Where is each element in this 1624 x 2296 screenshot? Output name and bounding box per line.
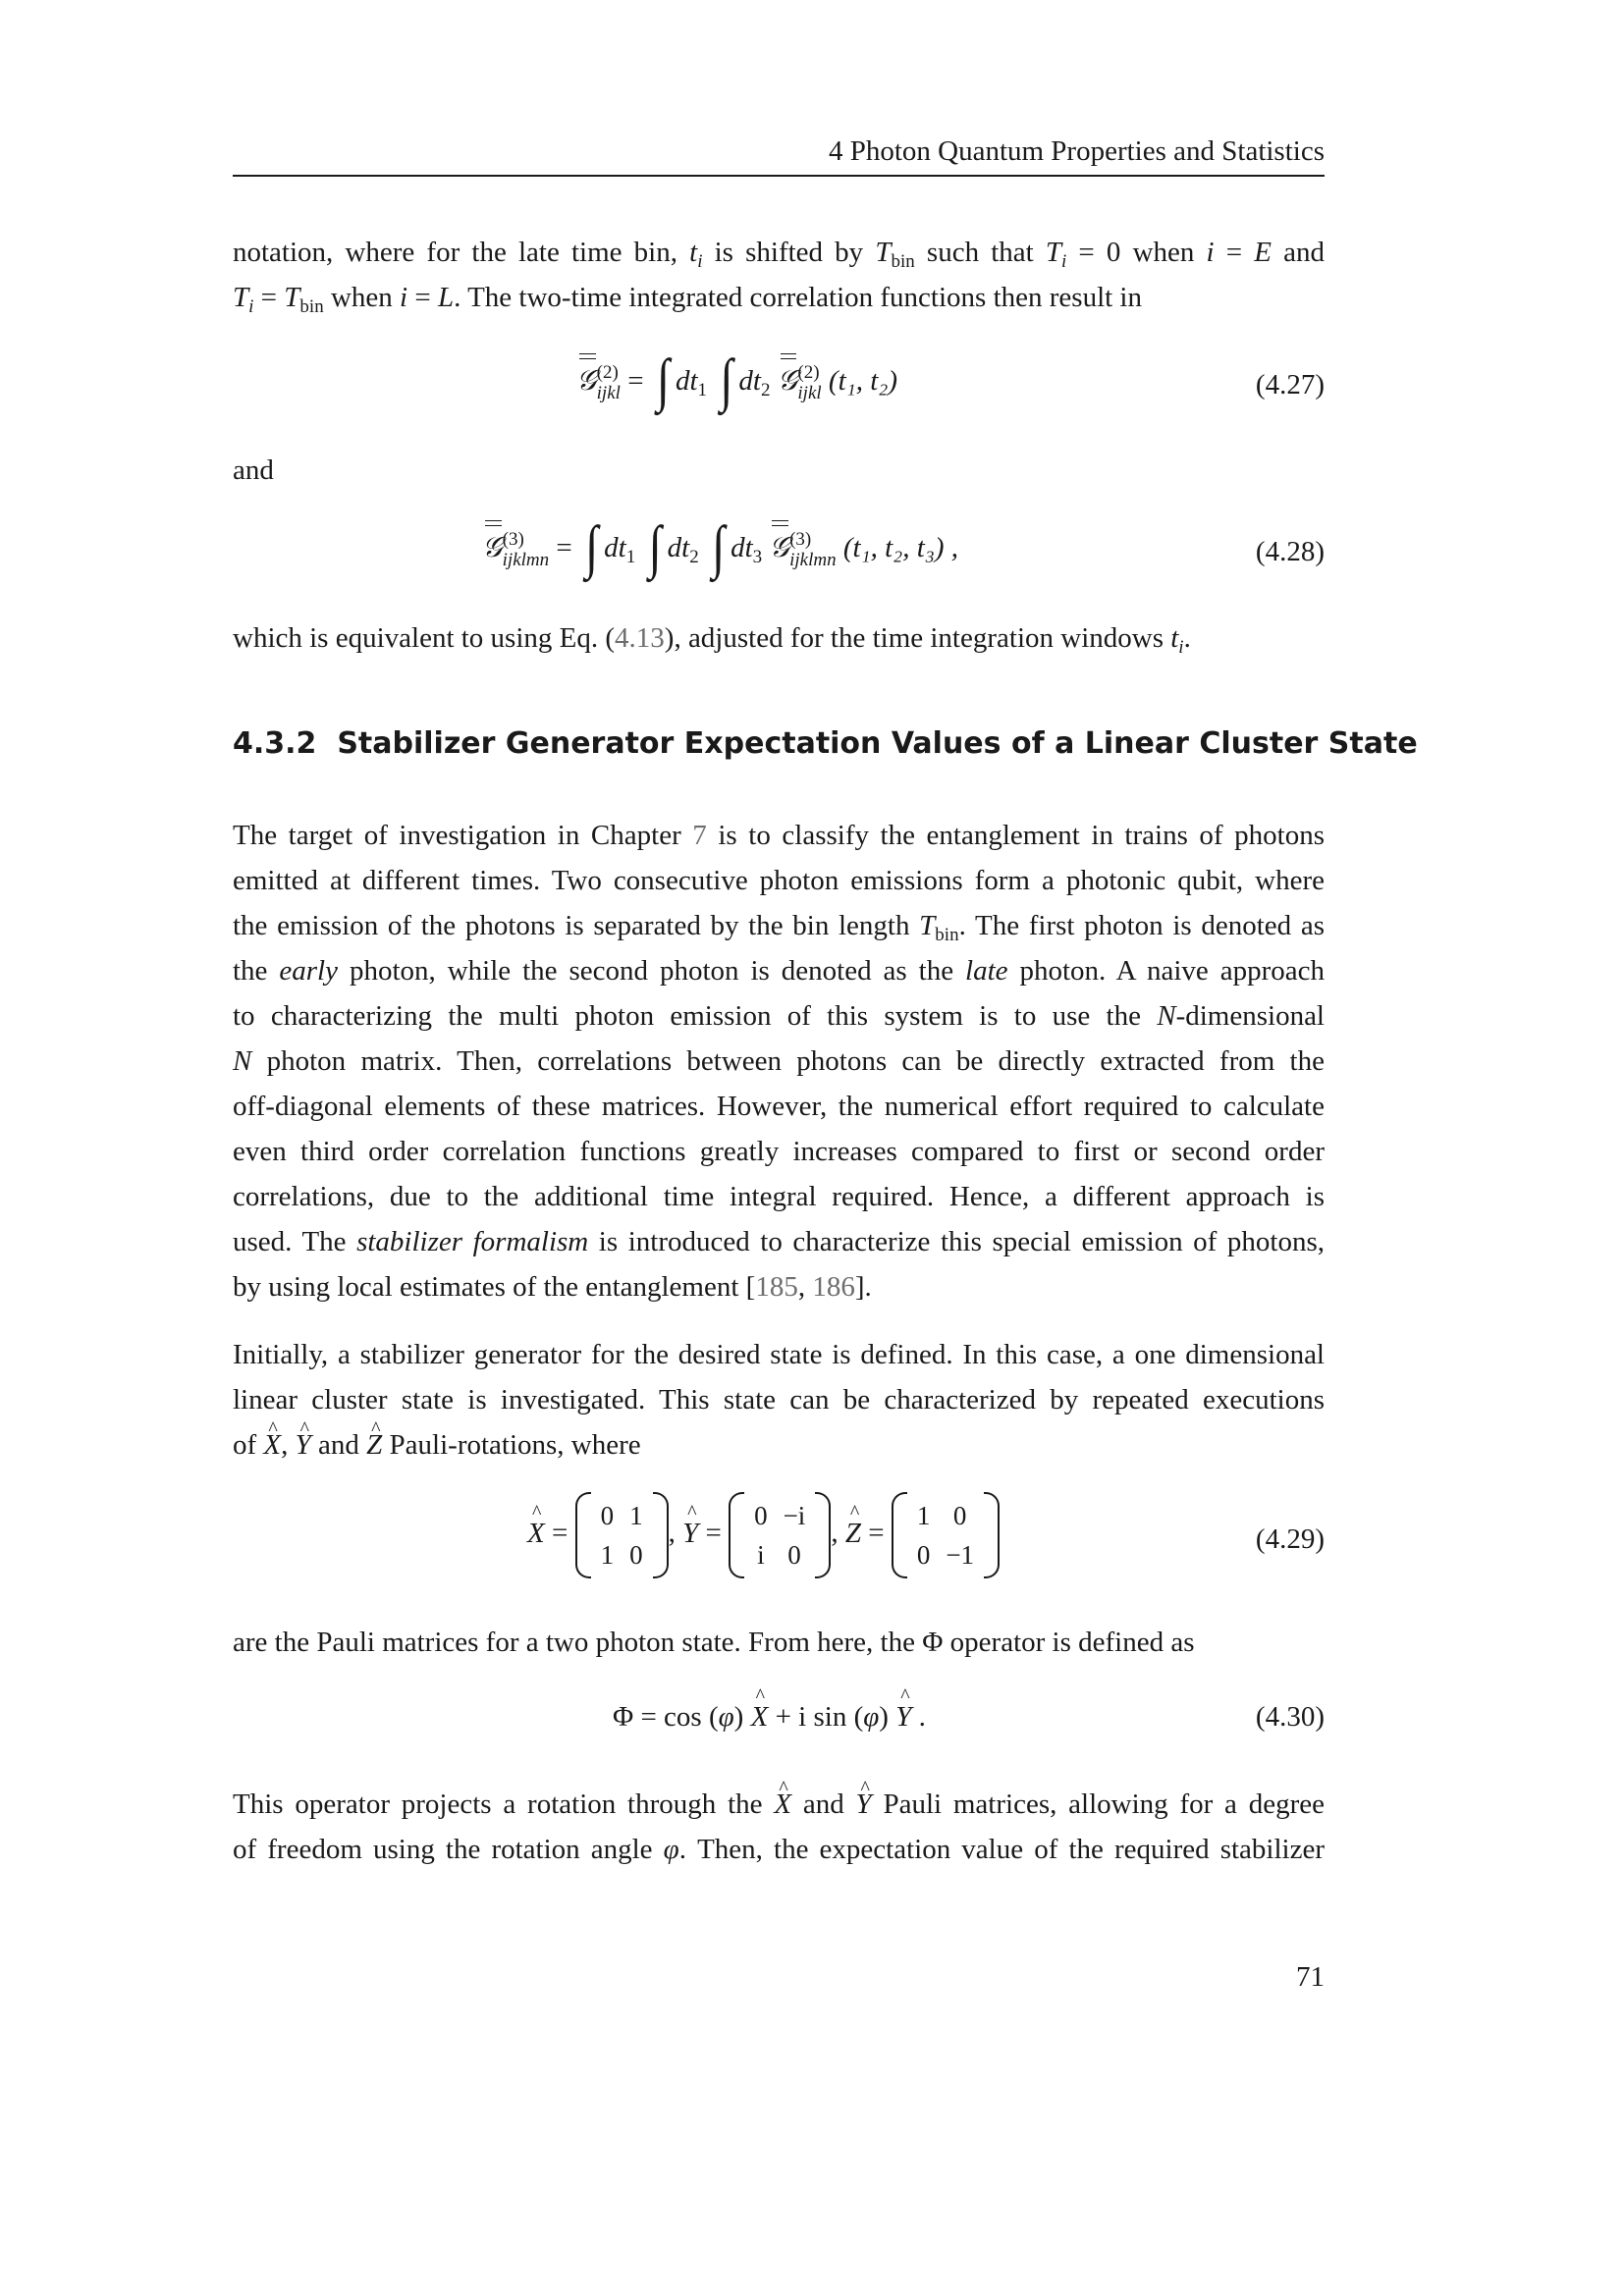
text-line: The target of investigation in Chapter 7 is to classify the entanglement in trains of photons: [233, 820, 1325, 851]
text-line: Initially, a stabilizer generator for the desired state is defined. In this case, a one dimensional: [233, 1339, 1325, 1370]
correlation-symbol: 𝒢: [576, 363, 597, 397]
equation-body: 𝒢 (2) ijkl = ∫ $dt_1$ ∫ $dt_2$ 𝒢 (2) ijkl (t₁, t₂): [576, 347, 898, 413]
text-line: emitted at different times. Two consecutive photon emissions form a photonic qubit, where: [233, 865, 1325, 896]
text-line: the early photon, while the second photon is denoted as the late photon. A naive approach: [233, 955, 1325, 987]
paragraph-4: [233, 1332, 1325, 1468]
text-line: the emission of the photons is separated by the bin length $T_{bin}$. The first photon is denoted as: [233, 910, 1325, 945]
header-rule: [233, 175, 1325, 177]
equation-4-27: [233, 347, 1325, 422]
pauli-x-matrix: 0 1 1 0: [575, 1496, 669, 1575]
text-line: N photon matrix. Then, correlations between photons can be directly extracted from the: [233, 1045, 1325, 1077]
equation-body: Φ = cos (φ) X ^ + i sin (φ) Y ^ .: [613, 1701, 926, 1734]
equation-reference-link[interactable]: 4.13: [615, 622, 665, 654]
chapter-reference-link[interactable]: 7: [692, 820, 707, 851]
citation-link[interactable]: 185: [755, 1271, 798, 1303]
equation-4-28: [233, 514, 1325, 589]
running-header: 4 Photon Quantum Properties and Statistics: [828, 135, 1325, 167]
text-line: linear cluster state is investigated. This state can be characterized by repeated executions: [233, 1384, 1325, 1415]
integral-sign: ∫: [711, 514, 726, 580]
correlation-symbol: 𝒢: [482, 530, 503, 563]
text-line: by using local estimates of the entanglement [185, 186].: [233, 1271, 872, 1303]
text-line: used. The stabilizer formalism is introduced to characterize this special emission of photons,: [233, 1226, 1325, 1257]
equation-body: 𝒢 (3) ijklmn = ∫ $dt_1$ ∫ $dt_2$ ∫ $dt_3$ 𝒢 (3) ijklmn (t₁, t₂, t₃) ,: [482, 514, 959, 580]
paragraph-6: [233, 1782, 1325, 1872]
equation-number: (4.27): [1255, 369, 1325, 400]
text-line: $T_i = T_{bin}$ when i = L. The two-time integrated correlation functions then result in: [233, 282, 1142, 317]
paragraph-3: [233, 813, 1325, 1309]
text-line: off-diagonal elements of these matrices. However, the numerical effort required to calculate: [233, 1091, 1325, 1122]
page-number: 71: [1296, 1961, 1325, 1993]
pauli-y-matrix: 0 −i i 0: [729, 1496, 831, 1575]
equation-number: (4.30): [1255, 1701, 1325, 1733]
paragraph-5: [233, 1620, 1325, 1665]
equation-4-29: [233, 1496, 1325, 1590]
citation-link[interactable]: 186: [812, 1271, 855, 1303]
text-line: correlations, due to the additional time integral required. Hence, a different approach is: [233, 1181, 1325, 1212]
text-line: to characterizing the multi photon emission of this system is to use the N-dimensional: [233, 1000, 1325, 1032]
text-line: of X ^, Y ^ and Z ^ Pauli-rotations, where: [233, 1422, 1325, 1468]
correlation-symbol: 𝒢: [777, 363, 798, 397]
equation-number: (4.29): [1255, 1523, 1325, 1555]
integral-sign: ∫: [585, 514, 599, 580]
text-line: which is equivalent to using Eq. (4.13), adjusted for the time integration windows $t_i$.: [233, 622, 1191, 658]
integral-sign: ∫: [656, 347, 670, 413]
text-line: of freedom using the rotation angle φ. Then, the expectation value of the required stabilizer: [233, 1834, 1325, 1865]
correlation-symbol: 𝒢: [769, 530, 790, 563]
paragraph-2: [233, 615, 1325, 661]
section-title: Stabilizer Generator Expectation Values of a Linear Cluster State: [337, 726, 1418, 761]
integral-sign: ∫: [648, 514, 662, 580]
equation-body: X ^ = 0 1 1 0 , Y ^ = 0 −i i 0 , Z ^ = 1 0 0 −1: [527, 1496, 1000, 1575]
equation-number: (4.28): [1255, 536, 1325, 567]
section-heading: [233, 722, 1418, 766]
paragraph-1: [233, 230, 1325, 320]
text-line: This operator projects a rotation through the X ^ and Y ^ Pauli matrices, allowing for a degree: [233, 1782, 1325, 1827]
text-line: are the Pauli matrices for a two photon state. From here, the Φ operator is defined as: [233, 1627, 1195, 1658]
equation-4-30: [233, 1701, 1325, 1750]
text-line: even third order correlation functions greatly increases compared to first or second order: [233, 1136, 1325, 1167]
integral-sign: ∫: [720, 347, 733, 413]
section-number: 4.3.2: [233, 726, 317, 761]
text-line: notation, where for the late time bin, $t_i$ is shifted by $T_{bin}$ such that $T_i = 0$ when i = E and: [233, 237, 1326, 272]
connector-text: and: [233, 454, 274, 486]
pauli-z-matrix: 1 0 0 −1: [892, 1496, 1000, 1575]
